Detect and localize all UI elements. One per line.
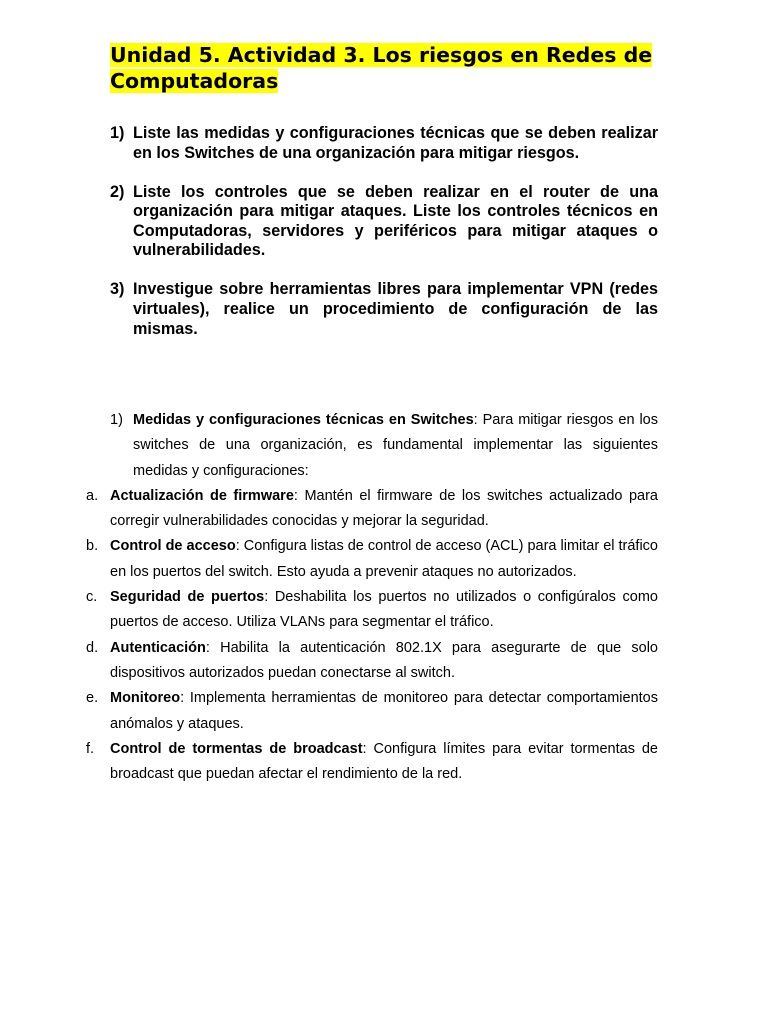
list-letter: f. <box>86 740 95 757</box>
list-item <box>86 636 658 687</box>
list-item-term: Autenticación <box>110 639 206 656</box>
answer-section <box>86 408 658 787</box>
answer-intro <box>86 408 658 484</box>
list-letter: c. <box>86 589 98 606</box>
question-number: 1) <box>110 124 125 142</box>
list-letter: b. <box>86 538 99 555</box>
question-text: Investigue sobre herramientas libres para implementar VPN (redes virtuales), realice un procedimiento de configuración de las mismas. <box>133 280 658 338</box>
question-number: 2) <box>110 182 125 201</box>
list-item <box>86 585 658 636</box>
title-line-1: Unidad 5. Actividad 3. Los riesgos en Redes de <box>110 43 653 67</box>
list-letter: a. <box>86 487 99 504</box>
list-item-text: : Mantén el firmware de los switches actualizado para corregir vulnerabilidades conocidas y mejorar la seguridad. <box>110 487 658 530</box>
list-item-term: Control de acceso <box>110 538 236 555</box>
page-title <box>110 42 670 94</box>
list-item-text: : Deshabilita los puertos no utilizados o configúralos como puertos de acceso. Utiliza VLANs para segmentar el tráfico. <box>110 589 658 631</box>
list-item <box>86 484 658 535</box>
list-item-term: Control de tormentas de broadcast <box>110 740 363 757</box>
title-line-2: Computadoras <box>110 69 279 93</box>
list-item <box>86 686 658 737</box>
list-item-text: : Configura límites para evitar tormentas de broadcast que puedan afectar el rendimiento de la red. <box>110 740 659 783</box>
question-item <box>110 183 658 261</box>
answer-heading: Medidas y configuraciones técnicas en Switches <box>133 412 474 428</box>
list-item <box>86 737 658 788</box>
list-item-text: : Configura listas de control de acceso (ACL) para limitar el tráfico en los puertos del switch. Esto ayuda a prevenir ataques no autorizados. <box>110 538 658 580</box>
question-text: Liste los controles que se deben realizar en el router de una organización para mitigar ataques. Liste los controles técnicos en Computadoras, servidores y periféricos para mitigar ataques o vulnerabilidades. <box>133 182 658 260</box>
answer-intro-text: : Para mitigar riesgos en los switches de una organización, es fundamental implementar las siguientes medidas y configuraciones: <box>133 412 658 479</box>
question-item <box>110 280 658 339</box>
list-item-text: : Implementa herramientas de monitoreo para detectar comportamientos anómalos y ataques. <box>110 690 658 732</box>
answer-number: 1) <box>110 412 123 428</box>
list-item-term: Monitoreo <box>110 690 181 707</box>
question-list <box>110 124 658 359</box>
list-item <box>86 534 658 585</box>
list-letter: e. <box>86 690 99 707</box>
question-number: 3) <box>110 280 125 299</box>
list-item-term: Seguridad de puertos <box>110 589 265 606</box>
question-item <box>110 124 658 163</box>
list-letter: d. <box>86 639 99 656</box>
question-text: Liste las medidas y configuraciones técnicas que se deben realizar en los Switches de una organización para mitigar riesgos. <box>133 124 658 162</box>
list-item-text: : Habilita la autenticación 802.1X para asegurarte de que solo dispositivos autorizados puedan conectarse al switch. <box>110 639 658 681</box>
list-item-term: Actualización de firmware <box>110 487 294 504</box>
